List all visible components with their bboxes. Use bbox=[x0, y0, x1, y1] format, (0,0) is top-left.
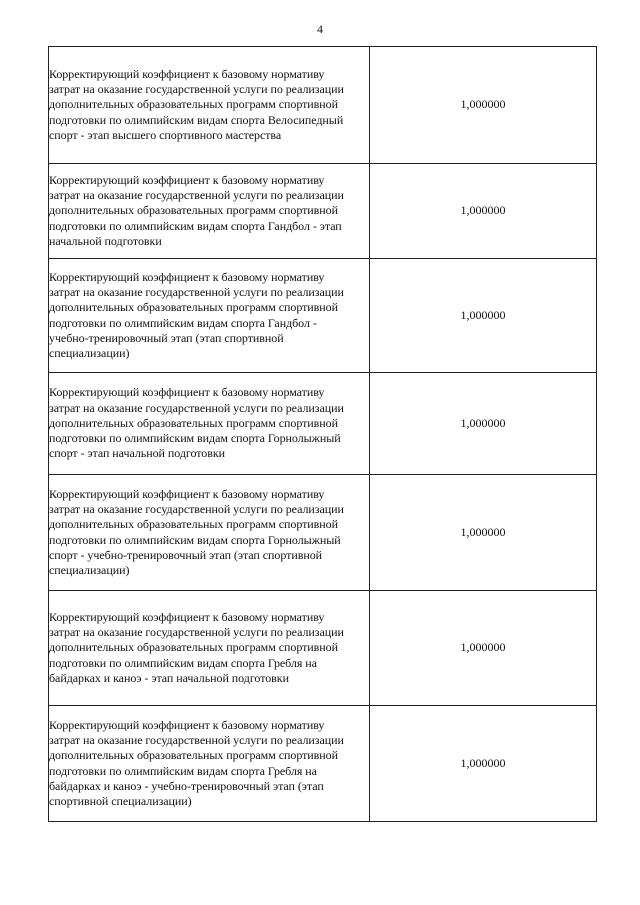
coefficient-value: 1,000000 bbox=[370, 259, 597, 373]
description-line: затрат на оказание государственной услуги по реализации bbox=[49, 188, 344, 203]
description-line: подготовки по олимпийским видам спорта Гребля на bbox=[49, 655, 317, 670]
description-line: затрат на оказание государственной услуги по реализации bbox=[49, 733, 344, 748]
coefficient-value: 1,000000 bbox=[370, 47, 597, 164]
description-line: учебно-тренировочный этап (этап спортивной bbox=[49, 330, 284, 345]
coefficient-value: 1,000000 bbox=[370, 706, 597, 822]
description-line: Корректирующий коэффициент к базовому нормативу bbox=[49, 385, 325, 400]
description-line: Корректирующий коэффициент к базовому нормативу bbox=[49, 717, 325, 732]
coefficient-description bbox=[49, 164, 370, 259]
page-number: 4 bbox=[317, 22, 323, 36]
description-line: спорт - учебно-тренировочный этап (этап спортивной bbox=[49, 547, 323, 562]
description-line: затрат на оказание государственной услуги по реализации bbox=[49, 285, 344, 300]
description-line: байдарках и каноэ - учебно-тренировочный этап (этап bbox=[49, 778, 324, 793]
description-line: подготовки по олимпийским видам спорта Гандбол - этап bbox=[49, 218, 342, 233]
table-row bbox=[49, 259, 597, 373]
description-line: подготовки по олимпийским видам спорта Велосипедный bbox=[49, 112, 344, 127]
table-row bbox=[49, 47, 597, 164]
table-row bbox=[49, 373, 597, 475]
coefficient-description bbox=[49, 706, 370, 822]
description-line: затрат на оказание государственной услуги по реализации bbox=[49, 625, 344, 640]
coefficient-value: 1,000000 bbox=[370, 591, 597, 706]
description-line: Корректирующий коэффициент к базовому нормативу bbox=[49, 486, 325, 501]
description-line: спортивной специализации) bbox=[49, 793, 192, 808]
description-line: подготовки по олимпийским видам спорта Горнолыжный bbox=[49, 431, 341, 446]
description-line: подготовки по олимпийским видам спорта Гребля на bbox=[49, 763, 317, 778]
description-line: затрат на оказание государственной услуги по реализации bbox=[49, 400, 344, 415]
table-row bbox=[49, 706, 597, 822]
coefficient-value: 1,000000 bbox=[370, 164, 597, 259]
table-row bbox=[49, 475, 597, 591]
description-line: подготовки по олимпийским видам спорта Гандбол - bbox=[49, 315, 317, 330]
description-line: байдарках и каноэ - этап начальной подготовки bbox=[49, 670, 289, 685]
description-line: спорт - этап высшего спортивного мастерства bbox=[49, 127, 282, 142]
description-line: дополнительных образовательных программ спортивной bbox=[49, 203, 338, 218]
description-line: дополнительных образовательных программ спортивной bbox=[49, 517, 338, 532]
coefficient-description bbox=[49, 47, 370, 164]
description-line: специализации) bbox=[49, 345, 130, 360]
description-line: дополнительных образовательных программ спортивной bbox=[49, 748, 338, 763]
coefficient-description bbox=[49, 373, 370, 475]
table-row bbox=[49, 164, 597, 259]
description-line: спорт - этап начальной подготовки bbox=[49, 446, 226, 461]
description-line: Корректирующий коэффициент к базовому нормативу bbox=[49, 172, 325, 187]
coefficient-value: 1,000000 bbox=[370, 475, 597, 591]
coefficient-description bbox=[49, 259, 370, 373]
description-line: Корректирующий коэффициент к базовому нормативу bbox=[49, 66, 325, 81]
coefficient-value: 1,000000 bbox=[370, 373, 597, 475]
description-line: затрат на оказание государственной услуги по реализации bbox=[49, 82, 344, 97]
description-line: дополнительных образовательных программ спортивной bbox=[49, 97, 338, 112]
description-line: дополнительных образовательных программ спортивной bbox=[49, 640, 338, 655]
description-line: специализации) bbox=[49, 562, 130, 577]
description-line: дополнительных образовательных программ спортивной bbox=[49, 300, 338, 315]
table-row bbox=[49, 591, 597, 706]
coefficient-description bbox=[49, 591, 370, 706]
coefficient-description bbox=[49, 475, 370, 591]
description-line: дополнительных образовательных программ спортивной bbox=[49, 415, 338, 430]
coefficients-table bbox=[48, 46, 597, 822]
description-line: Корректирующий коэффициент к базовому нормативу bbox=[49, 609, 325, 624]
description-line: затрат на оказание государственной услуги по реализации bbox=[49, 502, 344, 517]
description-line: начальной подготовки bbox=[49, 233, 162, 248]
description-line: Корректирующий коэффициент к базовому нормативу bbox=[49, 269, 325, 284]
description-line: подготовки по олимпийским видам спорта Горнолыжный bbox=[49, 532, 341, 547]
